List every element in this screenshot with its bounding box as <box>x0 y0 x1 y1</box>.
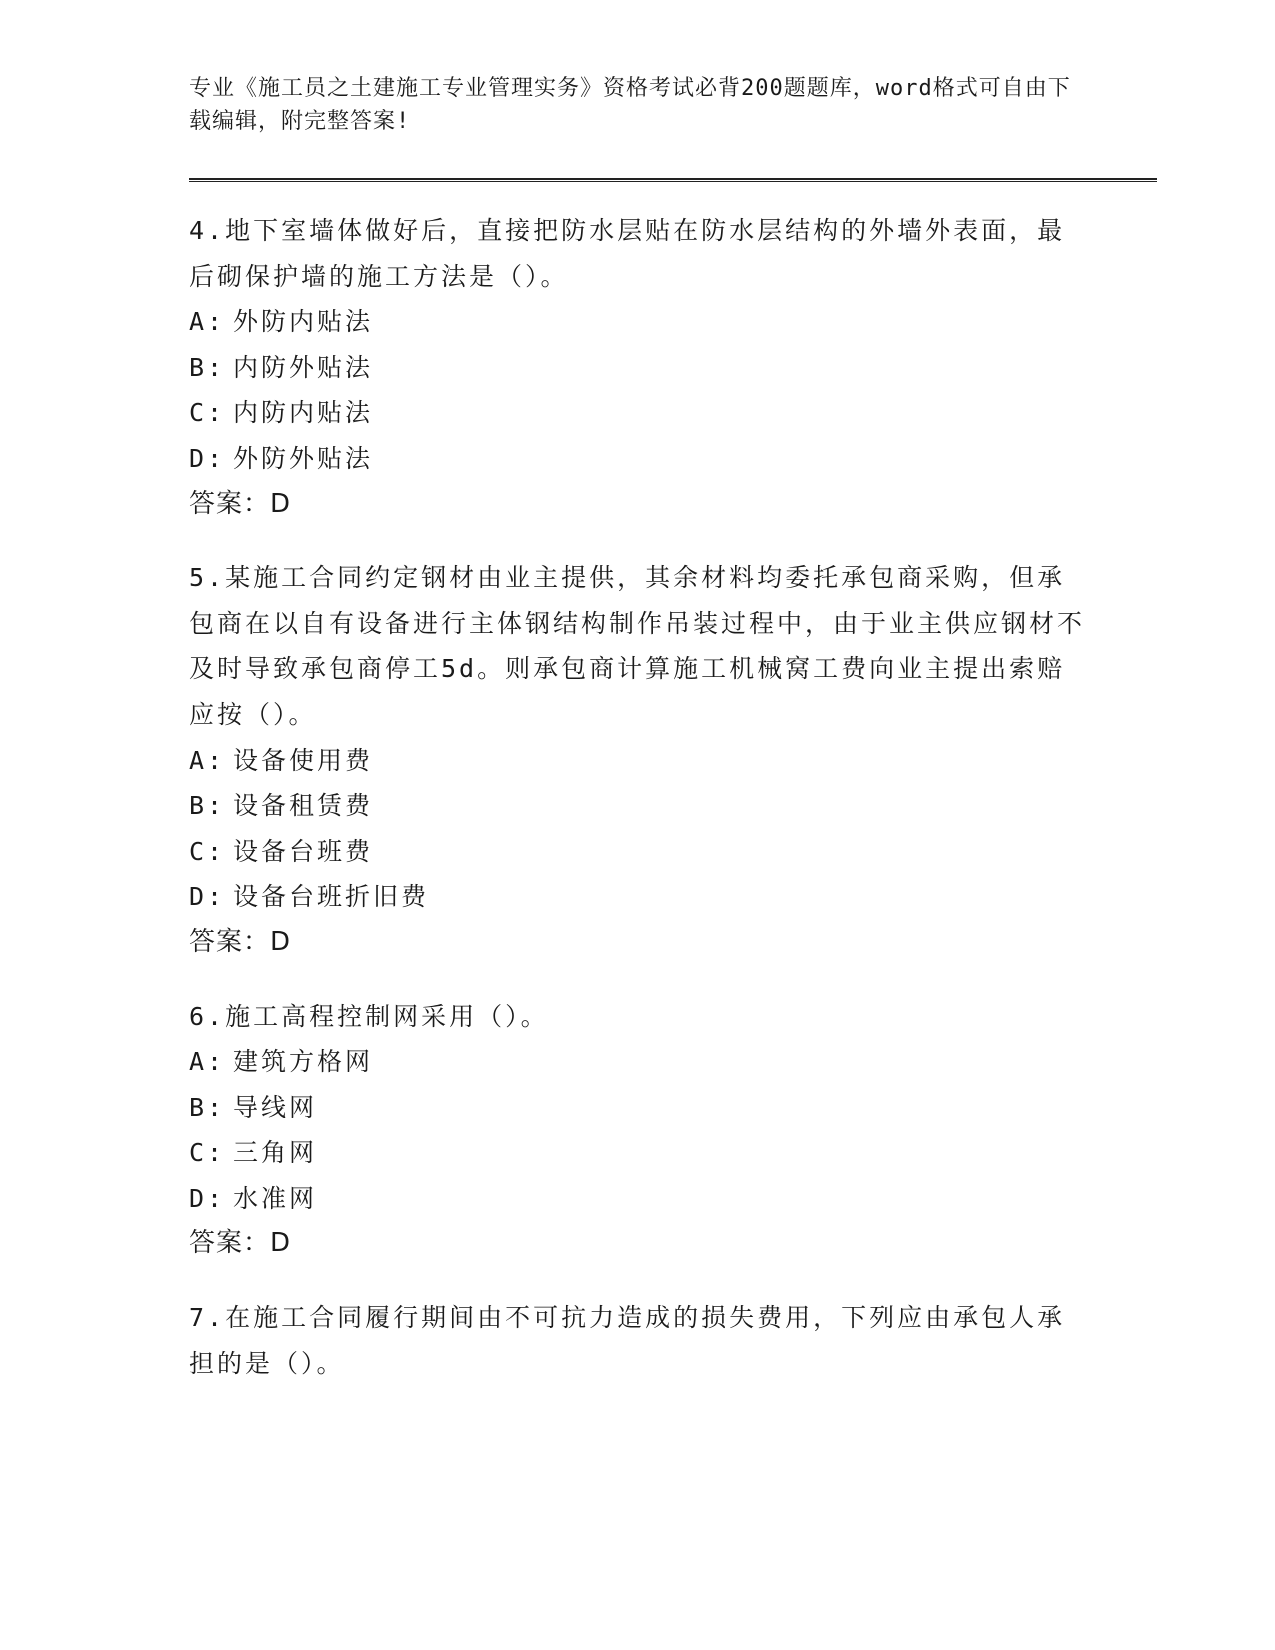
question-item <box>189 555 1089 965</box>
question-stem: 6.施工高程控制网采用（）。 <box>189 1001 549 1031</box>
option-item <box>189 436 1089 482</box>
option-item <box>189 829 1089 875</box>
question-item <box>189 994 1089 1268</box>
option-text: 内防外贴法 <box>233 352 374 382</box>
option-item <box>189 1176 1089 1222</box>
answer-line: 答案：D <box>189 488 292 519</box>
question-stem: 5.某施工合同约定钢材由业主提供，其余材料均委托承包商采购，但承包商在以自有设备进行主体钢结构制作吊装过程中，由于业主供应钢材不及时导致承包商停工5d。则承包商计算施工机械窝工费向业主提出索赔应按（）。 <box>189 563 1086 729</box>
header-divider <box>189 178 1157 182</box>
option-letter: C: <box>189 836 226 866</box>
question-list <box>189 208 1089 1414</box>
option-text: 内防内贴法 <box>233 398 374 428</box>
option-text: 导线网 <box>233 1092 318 1122</box>
option-text: 三角网 <box>233 1138 318 1168</box>
option-item <box>189 738 1089 784</box>
question-stem: 7.在施工合同履行期间由不可抗力造成的损失费用，下列应由承包人承担的是（）。 <box>189 1303 1066 1378</box>
option-item <box>189 1130 1089 1176</box>
option-letter: D: <box>189 882 226 912</box>
option-item <box>189 874 1089 920</box>
document-header: 专业《施工员之土建施工专业管理实务》资格考试必背200题题库，word格式可自由下载编辑，附完整答案! <box>189 76 1071 134</box>
option-text: 外防外贴法 <box>233 443 374 473</box>
option-item <box>189 345 1089 391</box>
option-text: 设备租赁费 <box>233 791 374 821</box>
option-text: 设备台班折旧费 <box>233 882 430 912</box>
option-text: 外防内贴法 <box>233 307 374 337</box>
option-text: 设备使用费 <box>233 745 374 775</box>
option-letter: B: <box>189 352 226 382</box>
option-letter: C: <box>189 398 226 428</box>
option-item <box>189 390 1089 436</box>
question-stem: 4.地下室墙体做好后，直接把防水层贴在防水层结构的外墙外表面，最后砌保护墙的施工方法是（）。 <box>189 216 1066 291</box>
option-item <box>189 1039 1089 1085</box>
option-item <box>189 299 1089 345</box>
option-letter: B: <box>189 1092 226 1122</box>
option-letter: D: <box>189 1183 226 1213</box>
answer-line: 答案：D <box>189 1228 292 1259</box>
option-list <box>189 738 1089 920</box>
option-letter: A: <box>189 1047 226 1077</box>
option-list <box>189 1039 1089 1221</box>
answer-line: 答案：D <box>189 926 292 957</box>
option-letter: D: <box>189 443 226 473</box>
option-letter: A: <box>189 307 226 337</box>
option-letter: C: <box>189 1138 226 1168</box>
option-text: 水准网 <box>233 1183 318 1213</box>
option-letter: A: <box>189 745 226 775</box>
question-item <box>189 208 1089 527</box>
option-item <box>189 783 1089 829</box>
option-item <box>189 1085 1089 1131</box>
option-text: 建筑方格网 <box>233 1047 374 1077</box>
option-letter: B: <box>189 791 226 821</box>
question-item <box>189 1295 1089 1386</box>
option-list <box>189 299 1089 481</box>
option-text: 设备台班费 <box>233 836 374 866</box>
